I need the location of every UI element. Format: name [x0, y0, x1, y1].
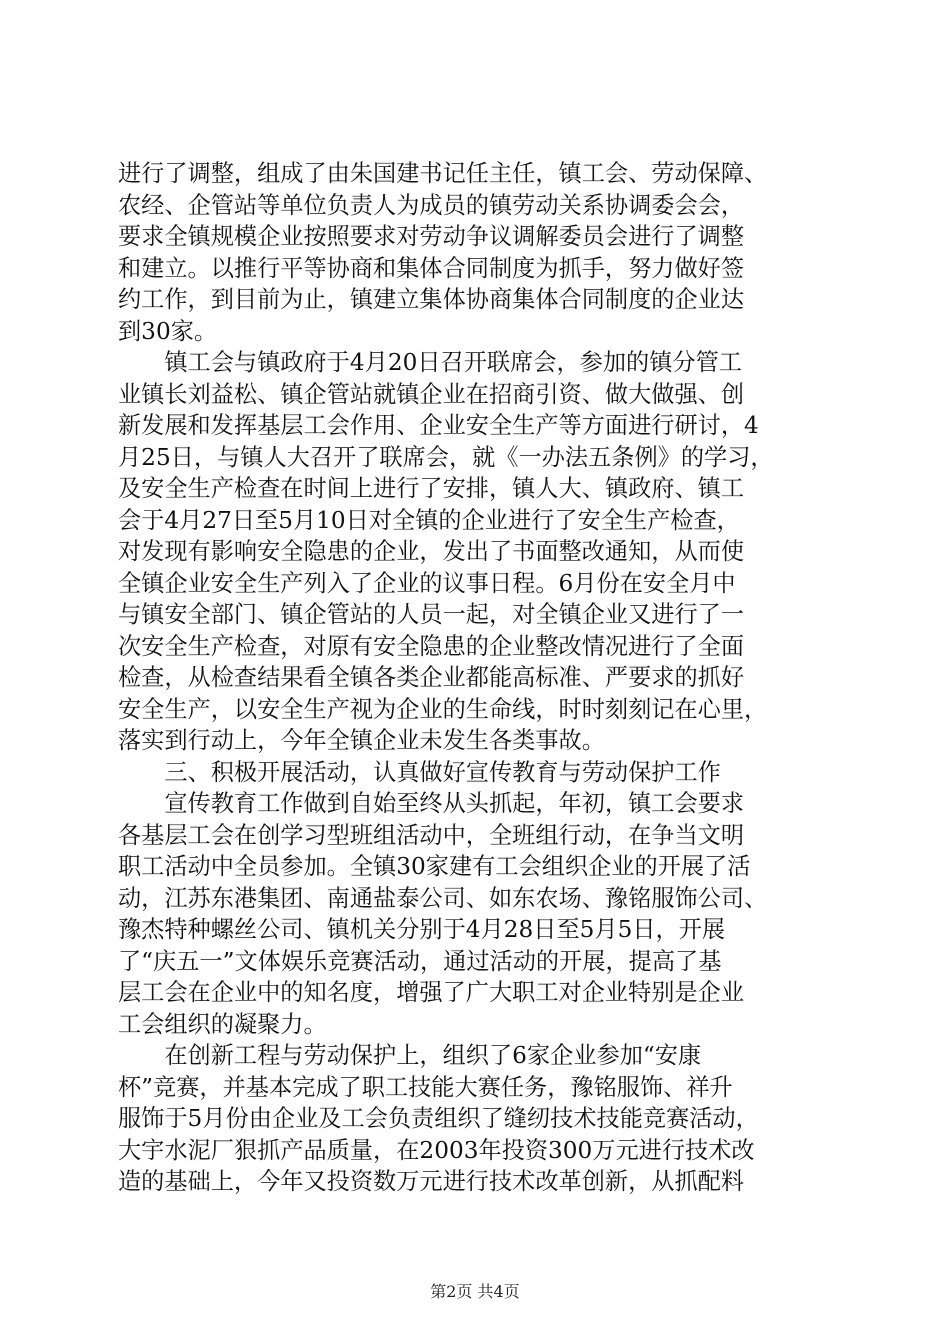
text-line: 宣传教育工作做到自始至终从头抓起，年初，镇工会要求 [118, 790, 745, 817]
text-line: 到30家。 [118, 317, 218, 345]
text-line: 落实到行动上，今年全镇企业未发生各类事故。 [118, 727, 605, 754]
text-line: 职工活动中全员参加。全镇30家建有工会组织企业的开展了活 [118, 853, 751, 880]
text-line: 镇工会与镇政府于4月20日召开联席会，参加的镇分管工 [118, 349, 742, 376]
text-line: 造的基础上，今年又投资数万元进行技术改革创新，从抓配料 [118, 1168, 745, 1195]
text-line: 进行了调整，组成了由朱国建书记任主任，镇工会、劳动保障、 [118, 160, 768, 187]
text-line: 豫杰特种螺丝公司、镇机关分别于4月28日至5月5日，开展 [118, 916, 726, 943]
text-line: 与镇安全部门、镇企管站的人员一起，对全镇企业又进行了一 [118, 601, 745, 628]
text-line: 了“庆五一”文体娱乐竞赛活动，通过活动的开展，提高了基 [118, 947, 722, 975]
text-line: 在创新工程与劳动保护上，组织了6家企业参加“安康 [118, 1042, 702, 1069]
text-line: 业镇长刘益松、镇企管站就镇企业在招商引资、做大做强、创 [118, 380, 745, 408]
text-line: 杯”竞赛，并基本完成了职工技能大赛任务，豫铭服饰、祥升 [118, 1073, 733, 1101]
text-line: 服饰于5月份由企业及工会负责组织了缝纫技术技能竞赛活动， [118, 1105, 759, 1132]
text-line: 新发展和发挥基层工会作用、企业安全生产等方面进行研讨，4 [118, 412, 759, 439]
text-line: 约工作，到目前为止，镇建立集体协商集体合同制度的企业达 [118, 286, 745, 313]
text-line: 三、积极开展活动，认真做好宣传教育与劳动保护工作 [118, 758, 721, 786]
text-line: 安全生产，以安全生产视为企业的生命线，时时刻刻记在心里， [118, 695, 768, 723]
text-line: 层工会在企业中的知名度，增强了广大职工对企业特别是企业 [118, 979, 745, 1006]
text-line: 检查，从检查结果看全镇各类企业都能高标准、严要求的抓好 [118, 664, 745, 691]
text-line: 会于4月27日至5月10日对全镇的企业进行了安全生产检查， [118, 506, 740, 534]
text-line: 及安全生产检查在时间上进行了安排，镇人大、镇政府、镇工 [118, 475, 745, 502]
text-line: 各基层工会在创学习型班组活动中，全班组行动，在争当文明 [118, 821, 745, 849]
text-line: 要求全镇规模企业按照要求对劳动争议调解委员会进行了调整 [118, 223, 745, 250]
text-line: 大宇水泥厂狠抓产品质量，在2003年投资300万元进行技术改 [118, 1136, 755, 1164]
text-line: 月25日，与镇人大召开了联席会，就《一办法五条例》的学习， [118, 443, 774, 471]
text-line: 和建立。以推行平等协商和集体合同制度为抓手，努力做好签 [118, 254, 745, 282]
text-line: 全镇企业安全生产列入了企业的议事日程。6月份在安全月中 [118, 569, 736, 597]
body-text [118, 158, 838, 1198]
text-line: 动，江苏东港集团、南通盐泰公司、如东农场、豫铭服饰公司、 [118, 884, 768, 912]
text-line: 农经、企管站等单位负责人为成员的镇劳动关系协调委会会， [118, 191, 745, 219]
text-line: 对发现有影响安全隐患的企业，发出了书面整改通知，从而使 [118, 538, 745, 565]
page-footer: 第2页 共4页 [430, 1282, 520, 1301]
text-line: 工会组织的凝聚力。 [118, 1010, 327, 1038]
text-line: 次安全生产检查，对原有安全隐患的企业整改情况进行了全面 [118, 632, 745, 660]
